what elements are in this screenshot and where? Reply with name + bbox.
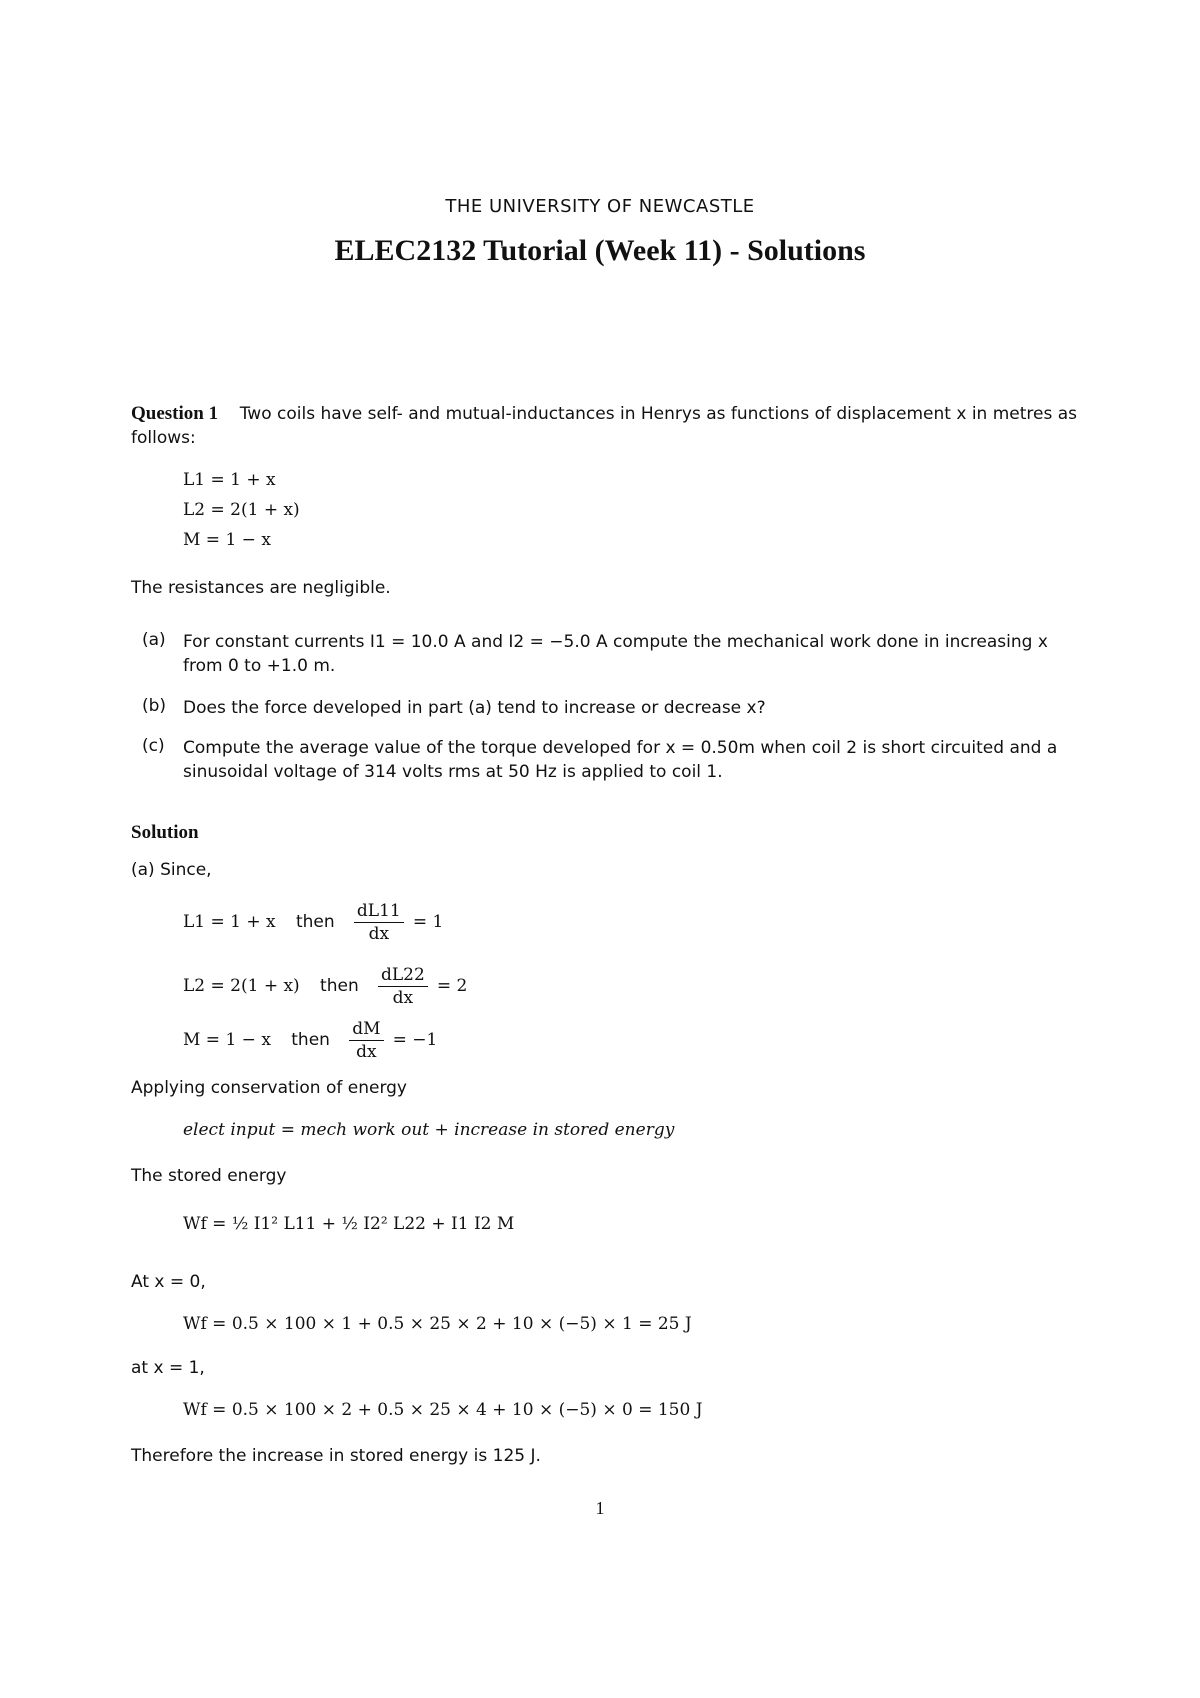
solution-heading: Solution <box>131 822 199 843</box>
stored-energy-equation: Wf = ½ I1² L11 + ½ I2² L22 + I1 I2 M <box>183 1214 515 1234</box>
at-x0-label: At x = 0, <box>131 1272 206 1292</box>
question-text <box>131 402 1081 450</box>
question-label: Question 1 <box>131 403 219 424</box>
equation-m: M = 1 − x <box>183 530 271 550</box>
page-number: 1 <box>595 1498 605 1518</box>
stored-energy-label: The stored energy <box>131 1166 287 1186</box>
conclusion-text: Therefore the increase in stored energy is 125 J. <box>131 1446 541 1466</box>
part-a-label: (a) <box>142 630 166 650</box>
conservation-equation: elect input = mech work out + increase in stored energy <box>183 1120 675 1140</box>
part-b-label: (b) <box>142 696 167 716</box>
page-title: ELEC2132 Tutorial (Week 11) - Solutions <box>334 234 866 267</box>
university-name: THE UNIVERSITY OF NEWCASTLE <box>445 196 755 217</box>
question-statement: Two coils have self- and mutual-inductances in Henrys as functions of displacement x in metres as follows: <box>131 404 1078 448</box>
resistance-note: The resistances are negligible. <box>131 578 391 598</box>
part-c-label: (c) <box>142 736 165 756</box>
equation-l1: L1 = 1 + x <box>183 470 276 490</box>
conservation-label: Applying conservation of energy <box>131 1078 407 1098</box>
equation-l2: L2 = 2(1 + x) <box>183 500 300 520</box>
at-x1-label: at x = 1, <box>131 1358 205 1378</box>
part-b-text: Does the force developed in part (a) tend to increase or decrease x? <box>183 698 766 718</box>
at-x0-equation: Wf = 0.5 × 100 × 1 + 0.5 × 25 × 2 + 10 × (−5) × 1 = 25 J <box>183 1314 692 1334</box>
derivative-row-2: L2 = 2(1 + x) then $\frac{dL22}{dx}$ = 2 <box>183 965 468 1008</box>
derivative-row-3: M = 1 − x then $\frac{dM}{dx}$ = −1 <box>183 1019 438 1062</box>
part-a-text: For constant currents I1 = 10.0 A and I2 = −5.0 A compute the mechanical work done in increasing x from 0 to +1.0 m. <box>183 632 1048 676</box>
part-c-text: Compute the average value of the torque developed for x = 0.50m when coil 2 is short circuited and a sinusoidal voltage of 314 volts rms at 50 Hz is applied to coil 1. <box>183 738 1058 782</box>
derivative-row-1: L1 = 1 + x then $\frac{dL11}{dx}$ = 1 <box>183 901 444 944</box>
solution-intro: (a) Since, <box>131 860 212 880</box>
at-x1-equation: Wf = 0.5 × 100 × 2 + 0.5 × 25 × 4 + 10 × (−5) × 0 = 150 J <box>183 1400 703 1420</box>
